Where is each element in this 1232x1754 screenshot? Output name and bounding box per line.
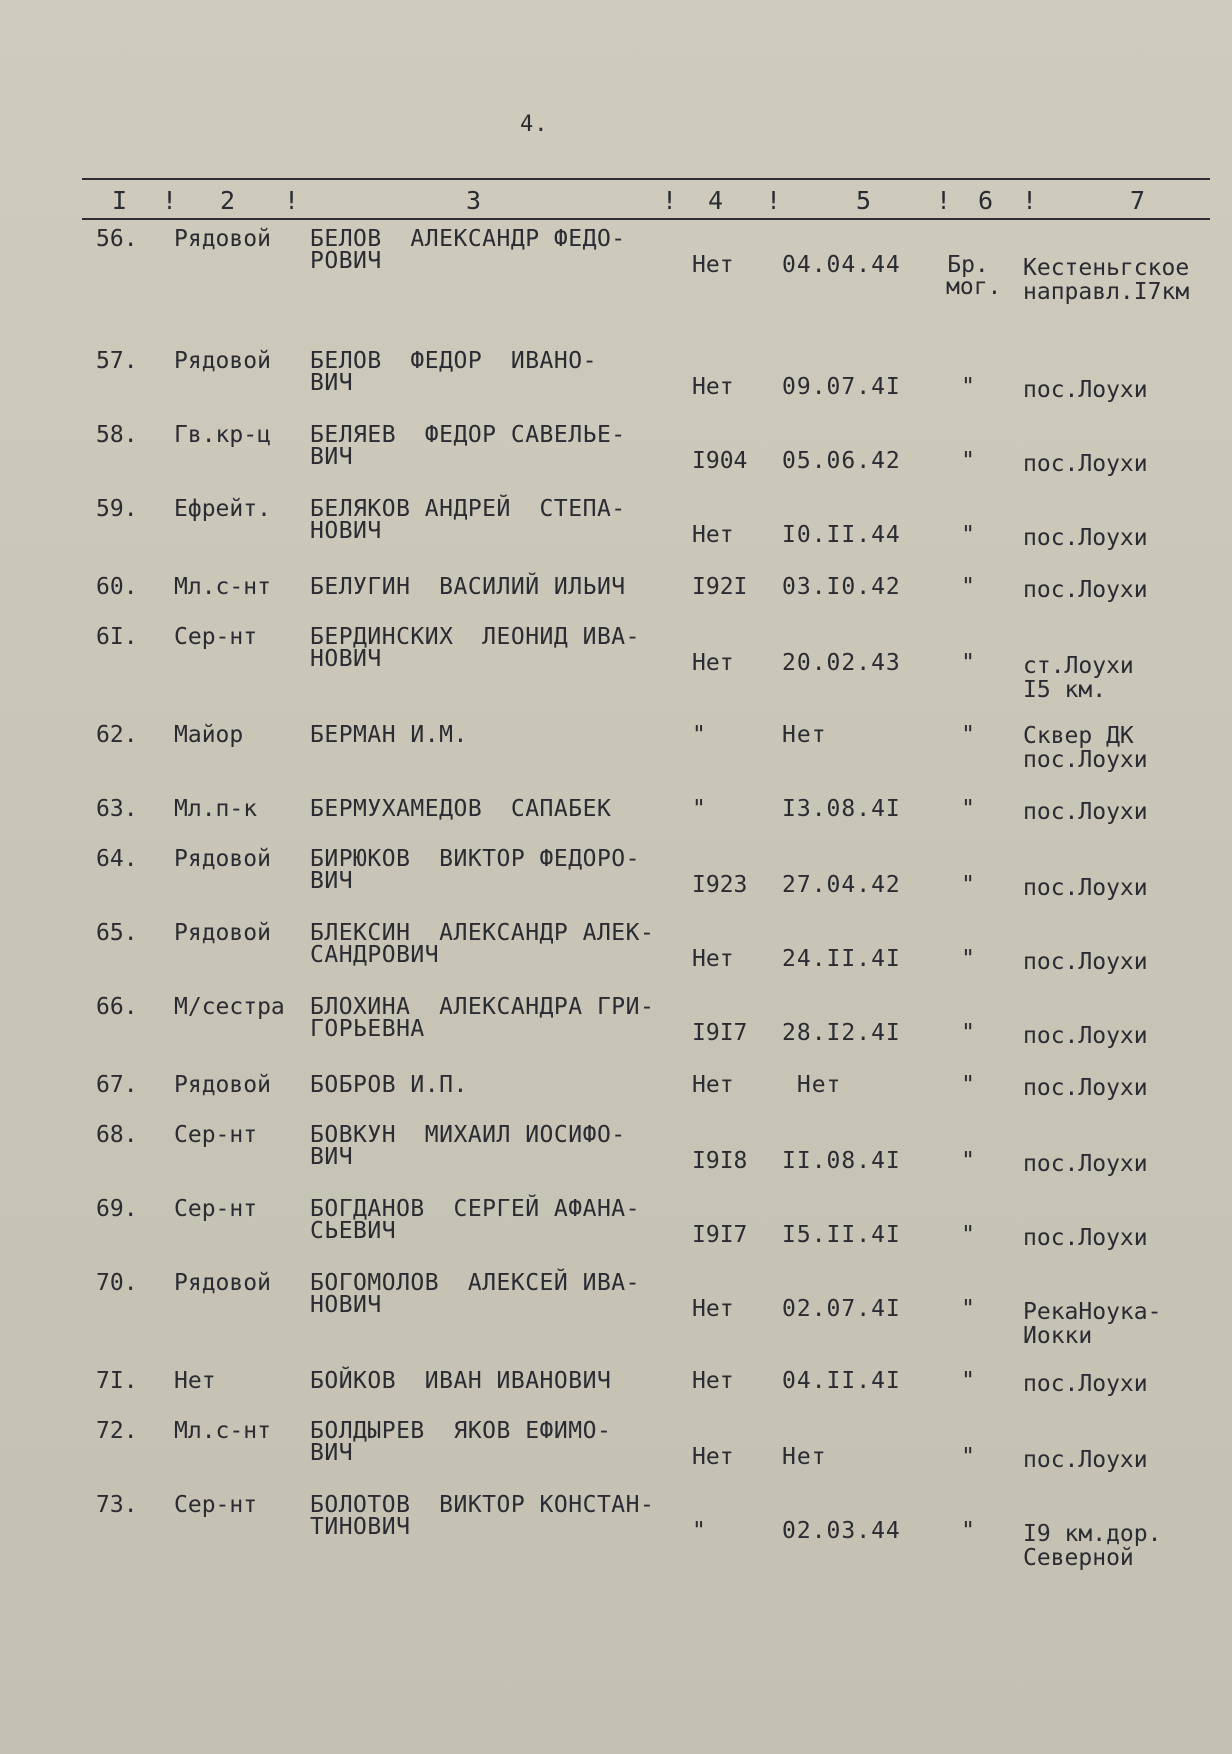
person-name: БЛОХИНА АЛЕКСАНДРА ГРИ- ГОРЬЕВНА bbox=[310, 994, 655, 1042]
military-rank: Мл.с-нт bbox=[174, 1418, 271, 1444]
row-number: 7I. bbox=[96, 1368, 138, 1394]
military-rank: Нет bbox=[174, 1368, 216, 1394]
row-number: 63. bbox=[96, 796, 138, 822]
burial-place: пос.Лоухи bbox=[1023, 377, 1148, 403]
person-name: БОЛДЫРЕВ ЯКОВ ЕФИМО- ВИЧ bbox=[310, 1418, 612, 1466]
grave-type: " bbox=[961, 1444, 975, 1470]
grave-type: Бр. мог. bbox=[946, 252, 1002, 300]
grave-type: " bbox=[961, 374, 975, 400]
birth-year: " bbox=[692, 1518, 706, 1544]
military-rank: Рядовой bbox=[174, 920, 271, 946]
grave-type: " bbox=[961, 1072, 975, 1098]
row-number: 69. bbox=[96, 1196, 138, 1222]
military-rank: Гв.кр-ц bbox=[174, 422, 271, 448]
grave-type: " bbox=[961, 872, 975, 898]
row-number: 68. bbox=[96, 1122, 138, 1148]
death-date: Нет bbox=[782, 1072, 842, 1098]
death-date: 03.I0.42 bbox=[782, 574, 901, 600]
birth-year: Нет bbox=[692, 252, 734, 278]
death-date: 04.II.4I bbox=[782, 1368, 901, 1394]
person-name: БЕЛОВ АЛЕКСАНДР ФЕДО- РОВИЧ bbox=[310, 226, 626, 274]
burial-place: Сквер ДК пос.Лоухи bbox=[1023, 723, 1148, 773]
col-header-7: 7 bbox=[1130, 186, 1146, 215]
military-rank: Рядовой bbox=[174, 348, 271, 374]
burial-place: пос.Лоухи bbox=[1023, 451, 1148, 477]
col-header-4: 4 bbox=[708, 186, 724, 215]
col-header-2: 2 bbox=[220, 186, 236, 215]
person-name: БЛЕКСИН АЛЕКСАНДР АЛЕК- САНДРОВИЧ bbox=[310, 920, 655, 968]
grave-type: " bbox=[961, 1222, 975, 1248]
person-name: БОВКУН МИХАИЛ ИОСИФО- ВИЧ bbox=[310, 1122, 626, 1170]
grave-type: " bbox=[961, 574, 975, 600]
military-rank: Майор bbox=[174, 722, 244, 748]
burial-place: пос.Лоухи bbox=[1023, 1447, 1148, 1473]
row-number: 70. bbox=[96, 1270, 138, 1296]
person-name: БОЛОТОВ ВИКТОР КОНСТАН- ТИНОВИЧ bbox=[310, 1492, 655, 1540]
burial-place: пос.Лоухи bbox=[1023, 1225, 1148, 1251]
col-header-3: 3 bbox=[466, 186, 482, 215]
death-date: Нет bbox=[782, 722, 827, 748]
row-number: 58. bbox=[96, 422, 138, 448]
death-date: 27.04.42 bbox=[782, 872, 901, 898]
person-name: БЕЛЯКОВ АНДРЕЙ СТЕПА- НОВИЧ bbox=[310, 496, 626, 544]
military-rank: Сер-нт bbox=[174, 624, 258, 650]
person-name: БЕЛУГИН ВАСИЛИЙ ИЛЬИЧ bbox=[310, 574, 626, 600]
birth-year: " bbox=[692, 722, 706, 748]
birth-year: Нет bbox=[692, 374, 734, 400]
military-rank: Сер-нт bbox=[174, 1492, 258, 1518]
person-name: БОЙКОВ ИВАН ИВАНОВИЧ bbox=[310, 1368, 612, 1394]
person-name: БЕРМУХАМЕДОВ САПАБЕК bbox=[310, 796, 612, 822]
row-number: 73. bbox=[96, 1492, 138, 1518]
row-number: 57. bbox=[96, 348, 138, 374]
grave-type: " bbox=[961, 1148, 975, 1174]
death-date: 28.I2.4I bbox=[782, 1020, 901, 1046]
burial-place: пос.Лоухи bbox=[1023, 1371, 1148, 1397]
row-number: 6I. bbox=[96, 624, 138, 650]
person-name: БОГОМОЛОВ АЛЕКСЕЙ ИВА- НОВИЧ bbox=[310, 1270, 640, 1318]
military-rank: М/сестра bbox=[174, 994, 285, 1020]
burial-place: пос.Лоухи bbox=[1023, 949, 1148, 975]
death-date: 05.06.42 bbox=[782, 448, 901, 474]
burial-place: пос.Лоухи bbox=[1023, 1023, 1148, 1049]
burial-place: пос.Лоухи bbox=[1023, 1151, 1148, 1177]
death-date: I5.II.4I bbox=[782, 1222, 901, 1248]
row-number: 56. bbox=[96, 226, 138, 252]
grave-type: " bbox=[961, 1368, 975, 1394]
grave-type: " bbox=[961, 522, 975, 548]
death-date: I0.II.44 bbox=[782, 522, 901, 548]
birth-year: I9I7 bbox=[692, 1222, 748, 1248]
grave-type: " bbox=[961, 448, 975, 474]
birth-year: Нет bbox=[692, 522, 734, 548]
death-date: 04.04.44 bbox=[782, 252, 901, 278]
col-header-1: I bbox=[112, 186, 128, 215]
birth-year: I904 bbox=[692, 448, 748, 474]
military-rank: Сер-нт bbox=[174, 1196, 258, 1222]
person-name: БОБРОВ И.П. bbox=[310, 1072, 468, 1098]
birth-year: I9I8 bbox=[692, 1148, 748, 1174]
birth-year: Нет bbox=[692, 1072, 734, 1098]
death-date: II.08.4I bbox=[782, 1148, 901, 1174]
death-date: Нет bbox=[782, 1444, 827, 1470]
birth-year: Нет bbox=[692, 1296, 734, 1322]
grave-type: " bbox=[961, 1020, 975, 1046]
document-page: 4. I 2 3 4 5 6 7 ! ! ! ! ! ! 56. Рядовой БЕЛОВ АЛЕКСАНДР ФЕДО- РОВИЧ Нет 04.04.44 Бр. мог. Кестеньгское направл.I7км 57. Рядовой БЕЛОВ ФЕДОР ИВАНО- ВИЧ Нет 09.07.4I " пос.Лоухи 58. Гв.кр-ц БЕЛЯЕВ ФЕДОР САВЕЛЬЕ- ВИЧ I904 05.06.42 " пос.Лоухи 59. Ефрейт. БЕЛЯКОВ АНДРЕЙ СТЕПА- НОВИЧ Нет I0.II.44 " пос.Лоухи 60. Мл.с-нт БЕЛУГИН ВАСИЛИЙ ИЛЬИЧ I92I 03.I0.42 " пос.Лоухи 6I. Сер-нт БЕРДИНСКИХ ЛЕОНИД ИВА- НОВИЧ Нет 20.02.43 " ст.Лоухи I5 км. 62. Майор БЕРМАН И.М. " Нет " Сквер ДК пос.Лоухи 63. Мл.п-к БЕРМУХАМЕДОВ САПАБЕК " I3.08.4I " пос.Лоухи 64. Рядовой БИРЮКОВ ВИКТОР ФЕДОРО- ВИЧ I923 27.04.42 " пос.Лоухи 65. Рядовой БЛЕКСИН АЛЕКСАНДР АЛЕК- САНДРОВИЧ Нет 24.II.4I " пос.Лоухи 66. М/сестра БЛОХИНА АЛЕКСАНДРА ГРИ- ГОРЬЕВНА I9I7 28.I2.4I " пос.Лоухи 67. Рядовой БОБРОВ И.П. Нет Нет " пос.Лоухи 68. Сер-нт БОВКУН МИХАИЛ ИОСИФО- ВИЧ I9I8 II.08.4I " пос.Лоухи 69. Сер-нт БОГДАНОВ СЕРГЕЙ АФАНА- СЬЕВИЧ I9I7 I5.II.4I " пос.Лоухи 70. Рядовой БОГОМОЛОВ АЛЕКСЕЙ ИВА- НОВИЧ Нет 02.07.4I " РекаНоука- Иокки 7I. Нет БОЙКОВ ИВАН ИВАНОВИЧ Нет 04.II.4I " пос.Лоухи 72. Мл.с-нт БОЛДЫРЕВ ЯКОВ ЕФИМО- ВИЧ Нет Нет " пос.Лоухи 73. Сер-нт БОЛОТОВ ВИКТОР КОНСТАН- ТИНОВИЧ " 02.03.44 " I9 км.дор. Северной bbox=[0, 0, 1232, 1754]
burial-place: пос.Лоухи bbox=[1023, 1075, 1148, 1101]
military-rank: Рядовой bbox=[174, 1072, 271, 1098]
burial-place: Кестеньгское направл.I7км bbox=[1023, 255, 1190, 305]
death-date: I3.08.4I bbox=[782, 796, 901, 822]
death-date: 02.03.44 bbox=[782, 1518, 901, 1544]
military-rank: Рядовой bbox=[174, 846, 271, 872]
burial-place: пос.Лоухи bbox=[1023, 875, 1148, 901]
header-top-rule bbox=[82, 178, 1210, 180]
birth-year: Нет bbox=[692, 650, 734, 676]
grave-type: " bbox=[961, 946, 975, 972]
burial-place: РекаНоука- Иокки bbox=[1023, 1299, 1162, 1349]
row-number: 62. bbox=[96, 722, 138, 748]
grave-type: " bbox=[961, 722, 975, 748]
military-rank: Мл.п-к bbox=[174, 796, 258, 822]
col-header-5: 5 bbox=[856, 186, 872, 215]
col-header-6: 6 bbox=[978, 186, 994, 215]
grave-type: " bbox=[961, 1518, 975, 1544]
header-bottom-rule bbox=[82, 218, 1210, 220]
person-name: БЕРМАН И.М. bbox=[310, 722, 468, 748]
death-date: 02.07.4I bbox=[782, 1296, 901, 1322]
military-rank: Мл.с-нт bbox=[174, 574, 271, 600]
person-name: БИРЮКОВ ВИКТОР ФЕДОРО- ВИЧ bbox=[310, 846, 640, 894]
birth-year: Нет bbox=[692, 1368, 734, 1394]
birth-year: I92I bbox=[692, 574, 748, 600]
military-rank: Рядовой bbox=[174, 226, 271, 252]
death-date: 24.II.4I bbox=[782, 946, 901, 972]
grave-type: " bbox=[961, 796, 975, 822]
person-name: БОГДАНОВ СЕРГЕЙ АФАНА- СЬЕВИЧ bbox=[310, 1196, 640, 1244]
person-name: БЕРДИНСКИХ ЛЕОНИД ИВА- НОВИЧ bbox=[310, 624, 640, 672]
death-date: 20.02.43 bbox=[782, 650, 901, 676]
birth-year: " bbox=[692, 796, 706, 822]
grave-type: " bbox=[961, 1296, 975, 1322]
military-rank: Сер-нт bbox=[174, 1122, 258, 1148]
burial-place: I9 км.дор. Северной bbox=[1023, 1521, 1162, 1571]
burial-place: ст.Лоухи I5 км. bbox=[1023, 653, 1134, 703]
birth-year: Нет bbox=[692, 1444, 734, 1470]
row-number: 66. bbox=[96, 994, 138, 1020]
row-number: 67. bbox=[96, 1072, 138, 1098]
burial-place: пос.Лоухи bbox=[1023, 577, 1148, 603]
row-number: 60. bbox=[96, 574, 138, 600]
person-name: БЕЛОВ ФЕДОР ИВАНО- ВИЧ bbox=[310, 348, 597, 396]
row-number: 59. bbox=[96, 496, 138, 522]
birth-year: Нет bbox=[692, 946, 734, 972]
burial-place: пос.Лоухи bbox=[1023, 799, 1148, 825]
page-number: 4. bbox=[520, 112, 549, 137]
birth-year: I923 bbox=[692, 872, 748, 898]
military-rank: Ефрейт. bbox=[174, 496, 271, 522]
person-name: БЕЛЯЕВ ФЕДОР САВЕЛЬЕ- ВИЧ bbox=[310, 422, 626, 470]
row-number: 72. bbox=[96, 1418, 138, 1444]
row-number: 65. bbox=[96, 920, 138, 946]
row-number: 64. bbox=[96, 846, 138, 872]
burial-place: пос.Лоухи bbox=[1023, 525, 1148, 551]
death-date: 09.07.4I bbox=[782, 374, 901, 400]
grave-type: " bbox=[961, 650, 975, 676]
military-rank: Рядовой bbox=[174, 1270, 271, 1296]
birth-year: I9I7 bbox=[692, 1020, 748, 1046]
